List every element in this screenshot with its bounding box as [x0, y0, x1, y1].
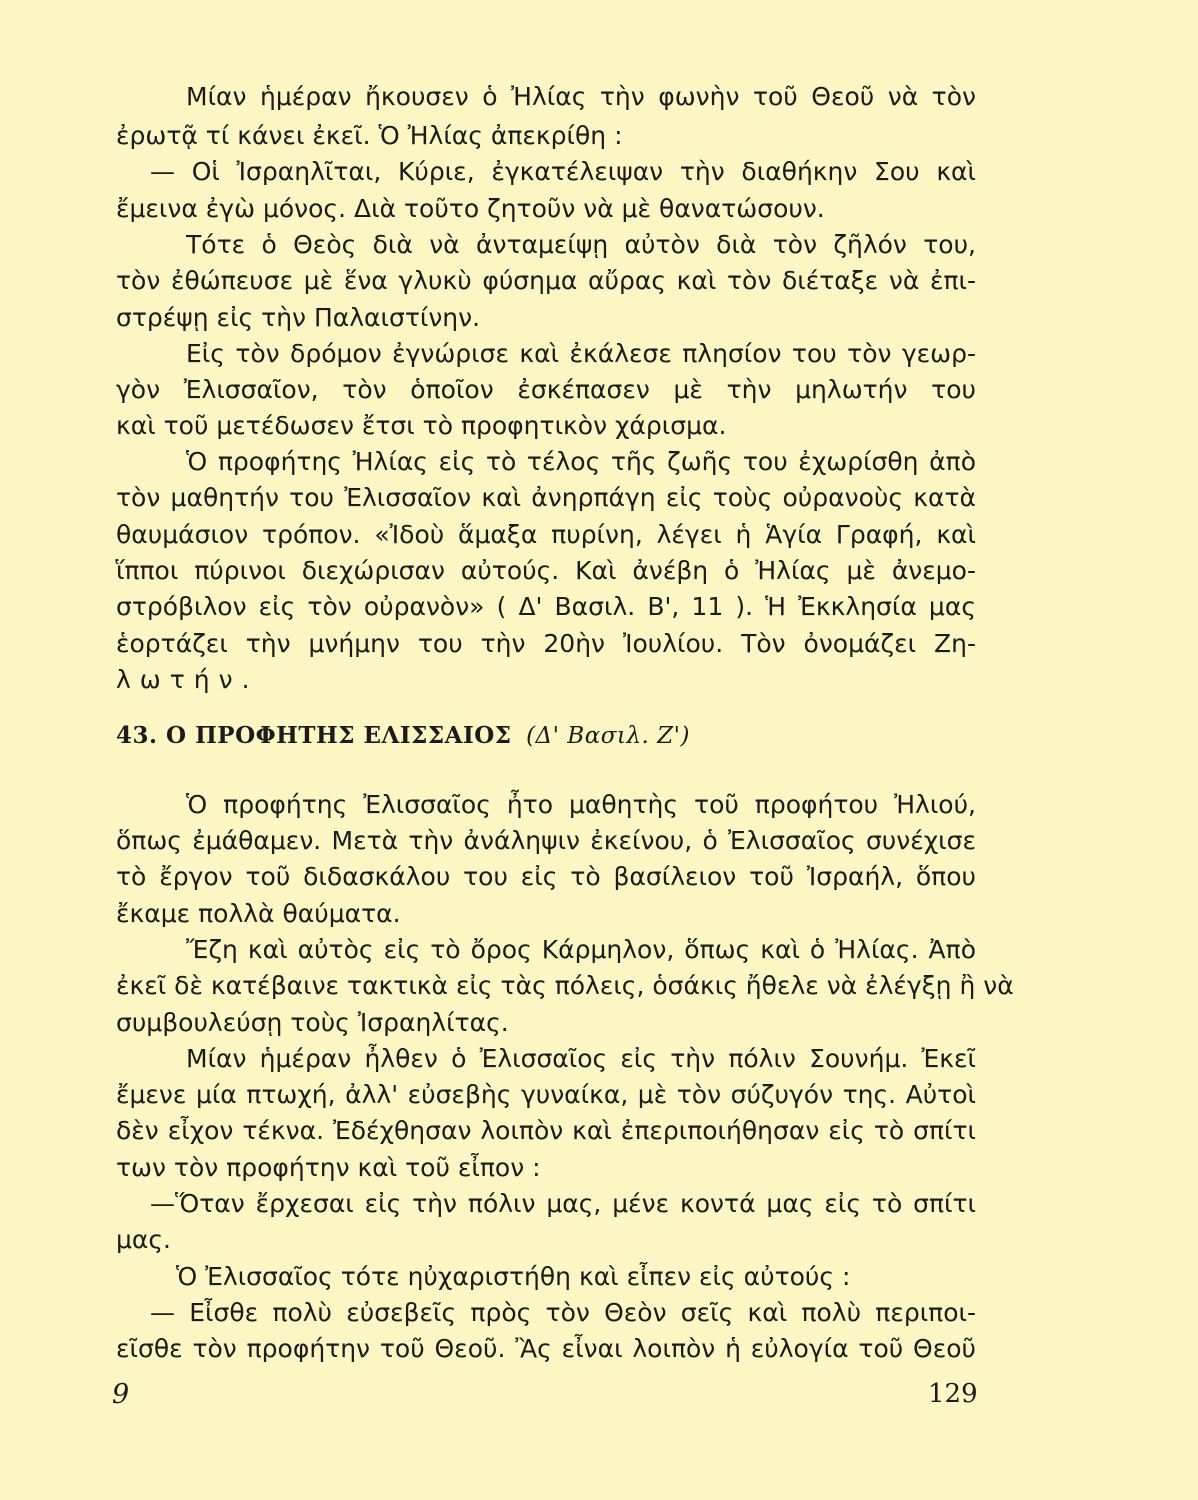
text-line: ἐκεῖ δὲ κατέβαινε τακτικὰ εἰς τὰς πόλεις, ὁσάκις ἤθελε νὰ ἐλέγξῃ ἢ νὰ — [116, 971, 1014, 1000]
text-line: Ὁ προφήτης Ἐλισσαῖος ἦτο μαθητὴς τοῦ προφήτου Ἠλιού, — [186, 790, 976, 819]
text-line: ἔμενε μία πτωχή, ἀλλ' εὐσεβὴς γυναίκα, μὲ τὸν σύζυγόν της. Αὐτοὶ — [116, 1080, 976, 1109]
text-line: τὸ ἔργον τοῦ διδασκάλου του εἰς τὸ βασίλειον τοῦ Ἰσραήλ, ὅπου — [116, 862, 976, 891]
text-line: μας. — [116, 1225, 172, 1254]
text-line: εῖσθε τὸν προφήτην τοῦ Θεοῦ. Ἂς εἶναι λοιπὸν ἡ εὐλογία τοῦ Θεοῦ — [116, 1334, 976, 1363]
text-line: ἵπποι πύρινοι διεχώρισαν αὐτούς. Καὶ ἀνέβη ὁ Ἠλίας μὲ ἀνεμο- — [116, 556, 976, 585]
text-line: θαυμάσιον τρόπον. «Ἰδοὺ ἅμαξα πυρίνη, λέγει ἡ Ἁγία Γραφή, καὶ — [116, 520, 976, 549]
heading-title: 43. Ο ΠΡΟΦΗΤΗΣ ΕΛΙΣΣΑΙΟΣ — [116, 722, 512, 749]
text-line: Μίαν ἡμέραν ἤκουσεν ὁ Ἠλίας τὴν φωνὴν τοῦ Θεοῦ νὰ τὸν — [186, 82, 976, 111]
text-line: Ἔζη καὶ αὐτὸς εἰς τὸ ὄρος Κάρμηλον, ὅπως καὶ ὁ Ἠλίας. Ἀπὸ — [186, 935, 976, 964]
text-line: —Ὅταν ἔρχεσαι εἰς τὴν πόλιν μας, μένε κοντά μας εἰς τὸ σπίτι — [150, 1189, 976, 1218]
text-line: ἔκαμε πολλὰ θαύματα. — [116, 899, 401, 928]
text-line: των τὸν προφήτην καὶ τοῦ εἶπον : — [116, 1153, 541, 1182]
text-line: ἑορτάζει τὴν μνήμην του τὴν 20ὴν Ἰουλίου. Τὸν ὀνομάζει Ζη- — [116, 629, 976, 658]
text-line: δὲν εἶχον τέκνα. Ἐδέχθησαν λοιπὸν καὶ ἐπεριποιήθησαν εἰς τὸ σπίτι — [116, 1116, 976, 1145]
text-line: Εἰς τὸν δρόμον ἐγνώρισε καὶ ἐκάλεσε πλησίον του τὸν γεωρ- — [186, 339, 976, 368]
text-line: τὸν ἐθώπευσε μὲ ἕνα γλυκὺ φύσημα αὔρας καὶ τὸν διέταξε νὰ ἐπι- — [116, 266, 976, 295]
text-line: Μίαν ἡμέραν ἦλθεν ὁ Ἐλισσαῖος εἰς τὴν πόλιν Σουνήμ. Ἐκεῖ — [186, 1044, 976, 1073]
text-line: καὶ τοῦ μετέδωσεν ἔτσι τὸ προφητικὸν χάρισμα. — [116, 411, 727, 440]
signature-mark: 9 — [112, 1379, 130, 1410]
page-number: 129 — [928, 1379, 978, 1409]
text-line: συμβουλεύσῃ τοὺς Ἰσραηλίτας. — [116, 1008, 509, 1037]
text-line: ἐρωτᾷ τί κάνει ἐκεῖ. Ὁ Ἠλίας ἀπεκρίθη : — [116, 121, 623, 150]
text-line: ἔμεινα ἐγὼ μόνος. Διὰ τοῦτο ζητοῦν νὰ μὲ θανατώσουν. — [116, 194, 825, 223]
text-line: λωτήν. — [116, 665, 259, 694]
text-line: Ὁ προφήτης Ἠλίας εἰς τὸ τέλος τῆς ζωῆς του ἐχωρίσθη ἀπὸ — [186, 447, 976, 476]
heading-reference: (Δ' Βασιλ. Ζ') — [526, 723, 690, 749]
text-line: στρέψῃ εἰς τὴν Παλαιστίνην. — [116, 303, 481, 332]
text-line: τὸν μαθητήν του Ἐλισσαῖον καὶ ἀνηρπάγη εἰς τοὺς οὐρανοὺς κατὰ — [116, 483, 976, 512]
text-line: Τότε ὁ Θεὸς διὰ νὰ ἀνταμείψῃ αὐτὸν διὰ τὸν ζῆλόν του, — [186, 230, 976, 259]
text-line: — Οἱ Ἰσραηλῖται, Κύριε, ἐγκατέλειψαν τὴν διαθήκην Σου καὶ — [150, 157, 976, 186]
text-line: — Εἶσθε πολὺ εὐσεβεῖς πρὸς τὸν Θεὸν σεῖς καὶ πολὺ περιποι- — [150, 1298, 976, 1327]
text-line: γὸν Ἐλισσαῖον, τὸν ὁποῖον ἐσκέπασεν μὲ τὴν μηλωτήν του — [116, 375, 976, 404]
text-line: στρόβιλον εἰς τὸν οὐρανὸν» ( Δ' Βασιλ. Β', 11 ). Ἡ Ἐκκλησία μας — [116, 592, 976, 621]
text-line: Ὁ Ἐλισσαῖος τότε ηὐχαριστήθη καὶ εἶπεν εἰς αὐτούς : — [176, 1262, 851, 1291]
section-heading — [116, 718, 690, 754]
text-line: ὅπως ἐμάθαμεν. Μετὰ τὴν ἀνάληψιν ἐκείνου, ὁ Ἐλισσαῖος συνέχισε — [116, 826, 976, 855]
